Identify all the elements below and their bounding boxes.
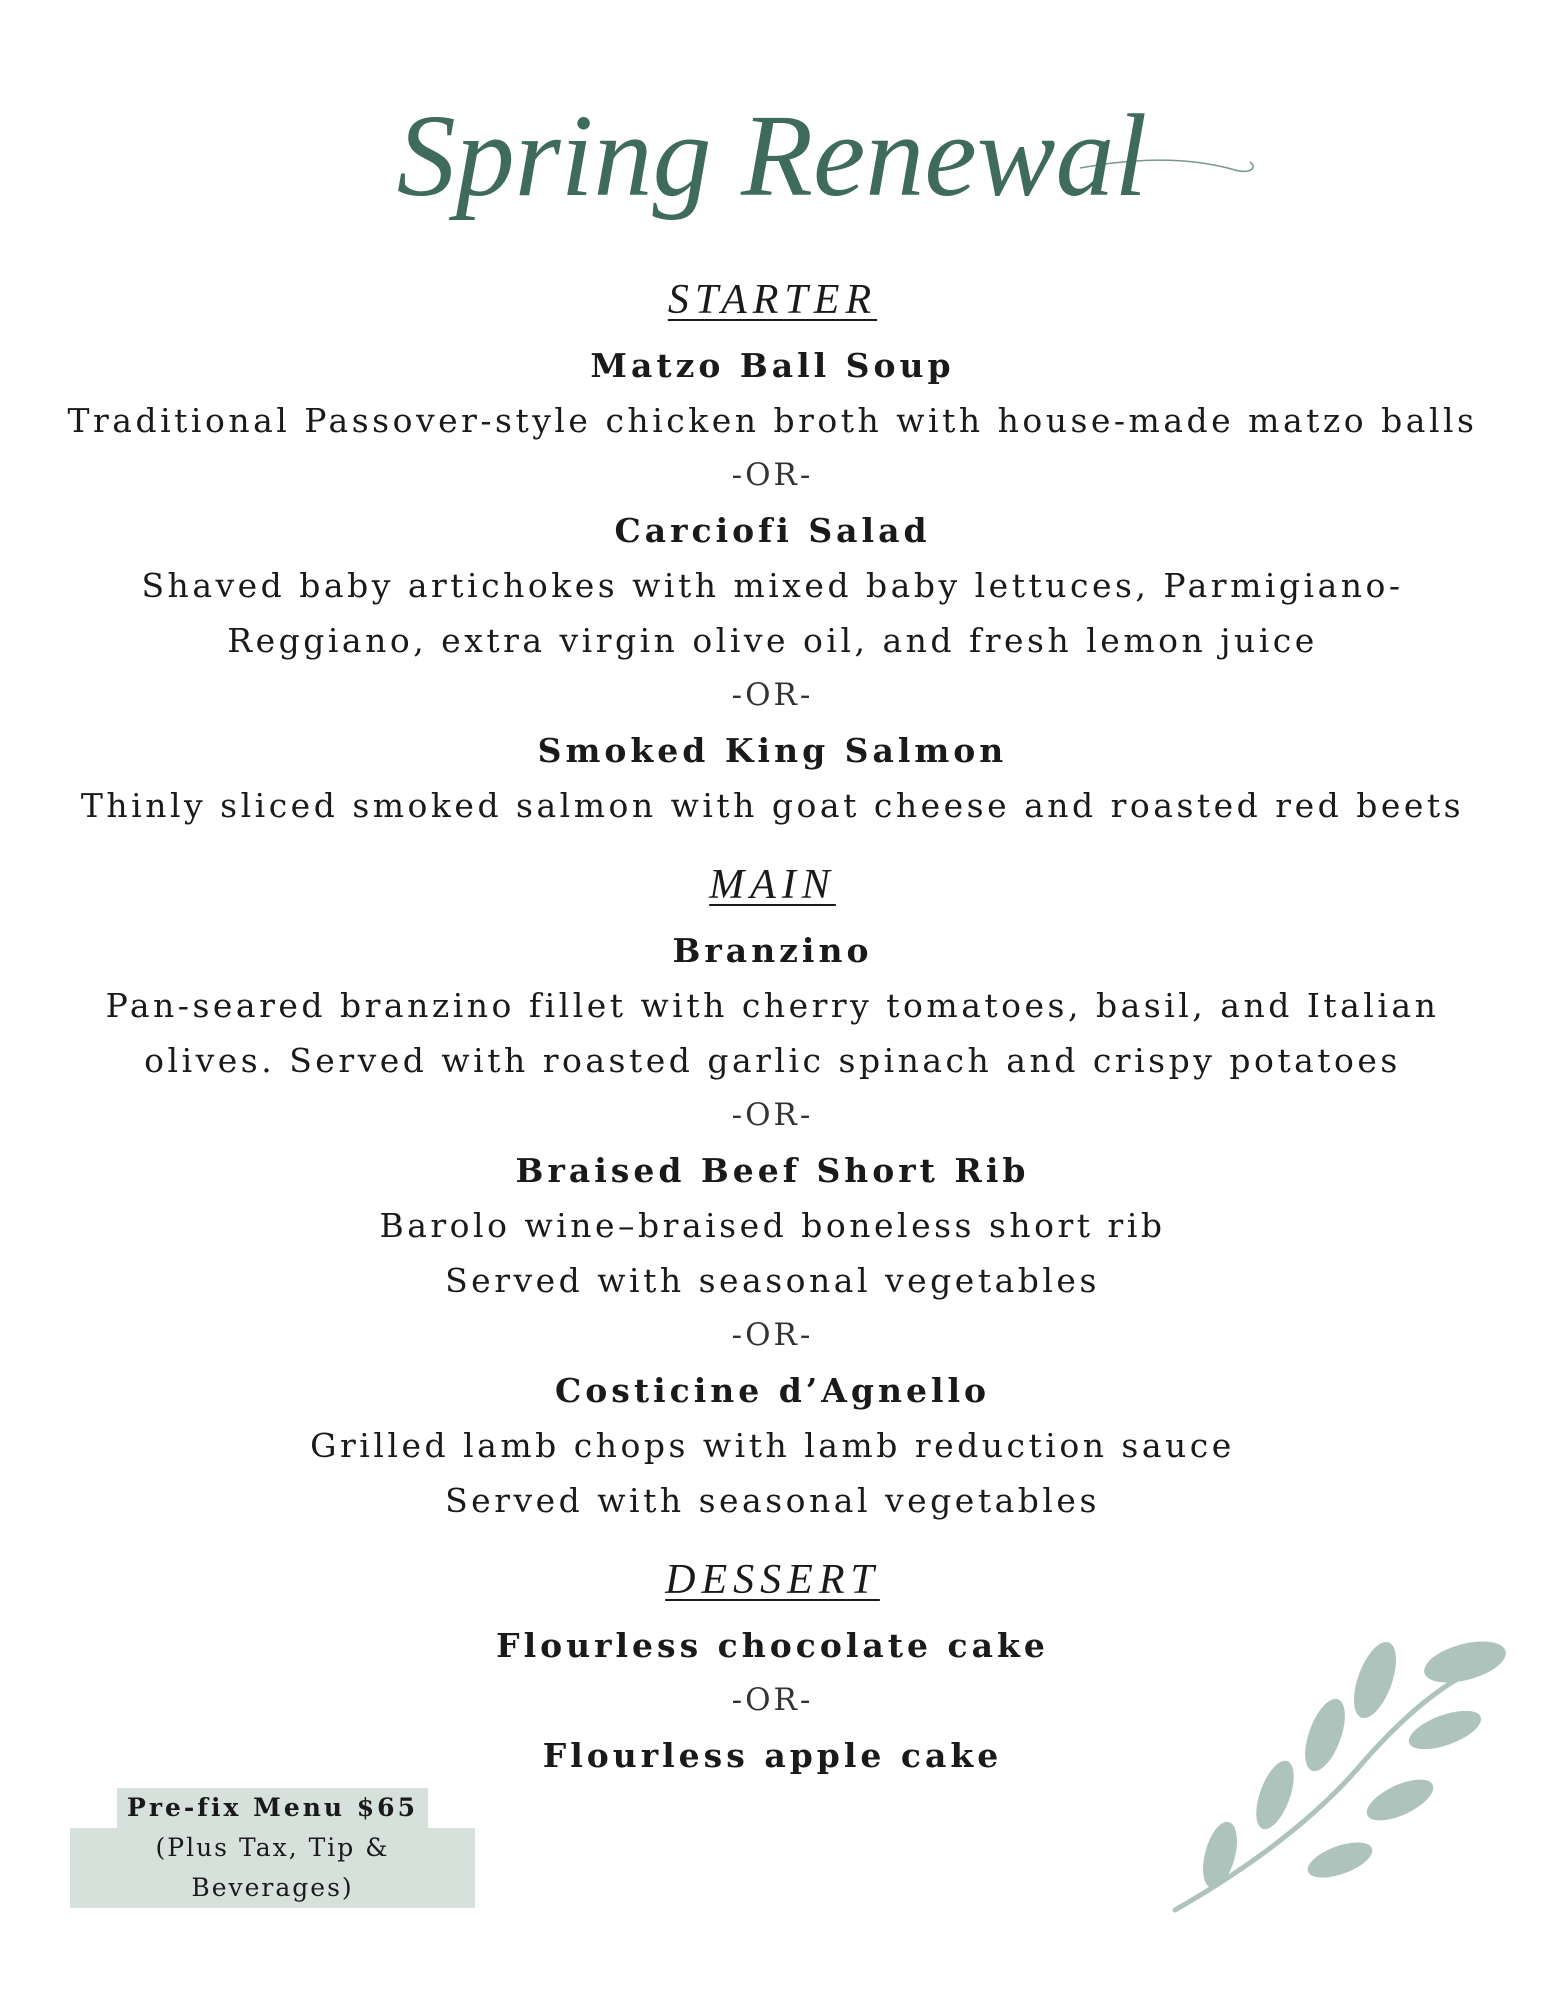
price-note: (Plus Tax, Tip & Beverages) [70, 1828, 475, 1908]
dish-name: Smoked King Salmon [537, 731, 1008, 770]
section-heading-starter: STARTER [667, 277, 878, 323]
section-heading-dessert: DESSERT [665, 1557, 880, 1603]
menu-body [0, 270, 1545, 1783]
or-separator: -OR- [731, 1097, 814, 1133]
heading-gap [0, 915, 1545, 923]
dish-name: Costicine d’Agnello [554, 1371, 991, 1410]
dish-description: Served with seasonal vegetables [445, 1481, 1100, 1520]
dish-name: Flourless chocolate cake [496, 1626, 1049, 1665]
dish-description: Traditional Passover-style chicken broth with house-made matzo balls [67, 401, 1478, 440]
menu-title [0, 60, 1545, 260]
dish-description: Served with seasonal vegetables [445, 1261, 1100, 1300]
menu-title-text: Spring Renewal [396, 90, 1148, 221]
dish-description: Shaved baby artichokes with mixed baby lettuces, Parmigiano- [141, 566, 1404, 605]
dish-description: Pan-seared branzino fillet with cherry tomatoes, basil, and Italian [105, 986, 1440, 1025]
section-heading-main: MAIN [709, 862, 836, 908]
section-gap [0, 833, 1545, 855]
dish-description: Reggiano, extra virgin olive oil, and fresh lemon juice [227, 621, 1318, 660]
dish-name: Flourless apple cake [542, 1736, 1003, 1775]
dish-name: Carciofi Salad [614, 511, 931, 550]
dish-description: olives. Served with roasted garlic spinach and crispy potatoes [144, 1041, 1401, 1080]
dish-description: Grilled lamb chops with lamb reduction sauce [310, 1426, 1235, 1465]
dish-name: Matzo Ball Soup [590, 346, 955, 385]
olive-branch-icon [1165, 1640, 1510, 1920]
or-separator: -OR- [731, 1317, 814, 1353]
section-gap [0, 1528, 1545, 1550]
or-separator: -OR- [731, 1682, 814, 1718]
dish-name: Branzino [672, 931, 873, 970]
price-label: Pre-fix Menu $65 [117, 1788, 428, 1828]
dish-description: Barolo wine–braised boneless short rib [379, 1206, 1166, 1245]
or-separator: -OR- [731, 457, 814, 493]
heading-gap [0, 1610, 1545, 1618]
dish-name: Braised Beef Short Rib [515, 1151, 1030, 1190]
price-box [70, 1788, 475, 1908]
dish-description: Thinly sliced smoked salmon with goat cheese and roasted red beets [80, 786, 1465, 825]
heading-gap [0, 330, 1545, 338]
or-separator: -OR- [731, 677, 814, 713]
